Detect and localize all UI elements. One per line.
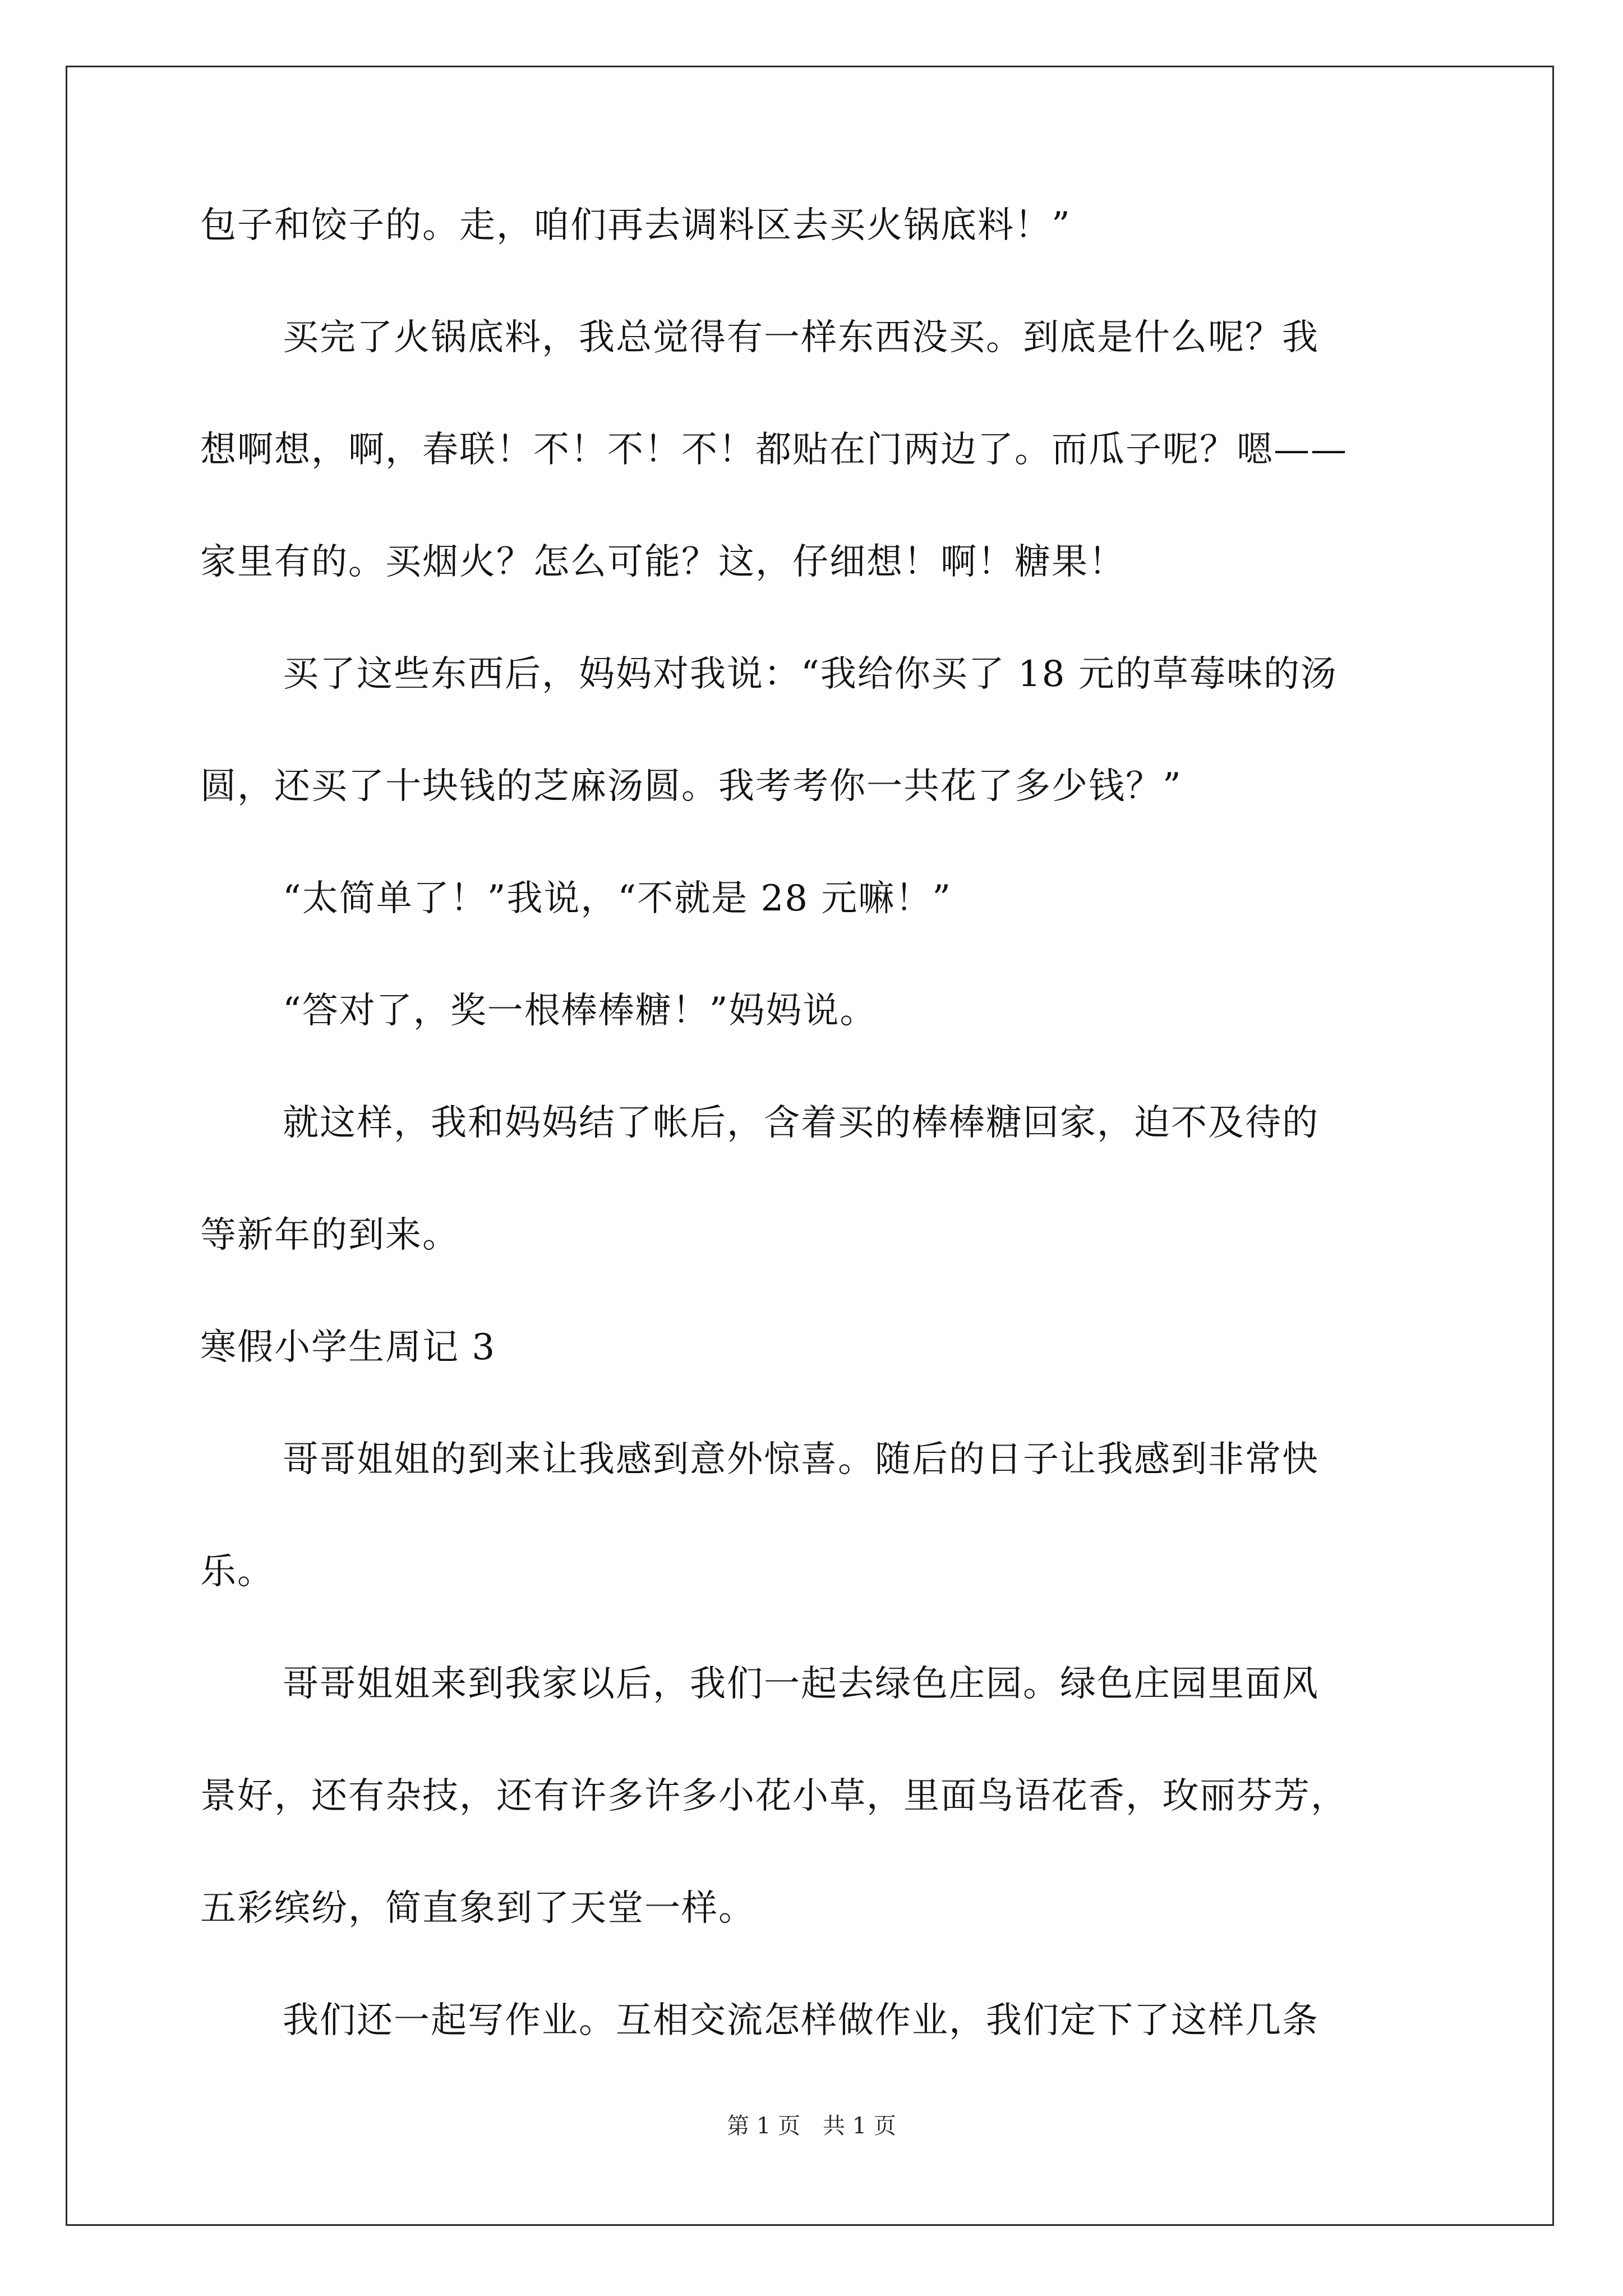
- paragraph-line: 买了这些东西后，妈妈对我说：“我给你买了 18 元的草莓味的汤: [283, 654, 1338, 695]
- paragraph-line: 哥哥姐姐来到我家以后，我们一起去绿色庄园。绿色庄园里面风: [283, 1663, 1319, 1705]
- paragraph-line: 哥哥姐姐的到来让我感到意外惊喜。随后的日子让我感到非常快: [283, 1439, 1319, 1480]
- text-line: 圆，还买了十块钱的芝麻汤圆。我考考你一共花了多少钱？”: [200, 766, 1182, 807]
- text-line: 等新年的到来。: [200, 1214, 459, 1256]
- paragraph-line: 买完了火锅底料，我总觉得有一样东西没买。到底是什么呢？我: [283, 317, 1319, 358]
- paragraph-line: 就这样，我和妈妈结了帐后，含着买的棒棒糖回家，迫不及待的: [283, 1102, 1319, 1144]
- text-line: 五彩缤纷，简直象到了天堂一样。: [200, 1888, 755, 1929]
- section-heading: 寒假小学生周记 3: [200, 1327, 496, 1368]
- page-number-footer: 第 1 页 共 1 页: [727, 2113, 896, 2139]
- text-line: 想啊想，啊，春联！不！不！不！都贴在门两边了。而瓜子呢？嗯——: [200, 429, 1348, 471]
- text-line: 家里有的。买烟火？怎么可能？这，仔细想！啊！糖果！: [200, 541, 1126, 583]
- text-line: 景好，还有杂技，还有许多许多小花小草，里面鸟语花香，玫丽芬芳，: [200, 1775, 1348, 1817]
- text-line: 乐。: [200, 1551, 274, 1593]
- paragraph-line: “太简单了！”我说，“不就是 28 元嘛！”: [283, 878, 952, 919]
- paragraph-line: 我们还一起写作业。互相交流怎样做作业，我们定下了这样几条: [283, 2000, 1319, 2041]
- text-line: 包子和饺子的。走，咱们再去调料区去买火锅底料！”: [200, 205, 1071, 246]
- paragraph-line: “答对了，奖一根棒棒糖！”妈妈说。: [283, 990, 877, 1032]
